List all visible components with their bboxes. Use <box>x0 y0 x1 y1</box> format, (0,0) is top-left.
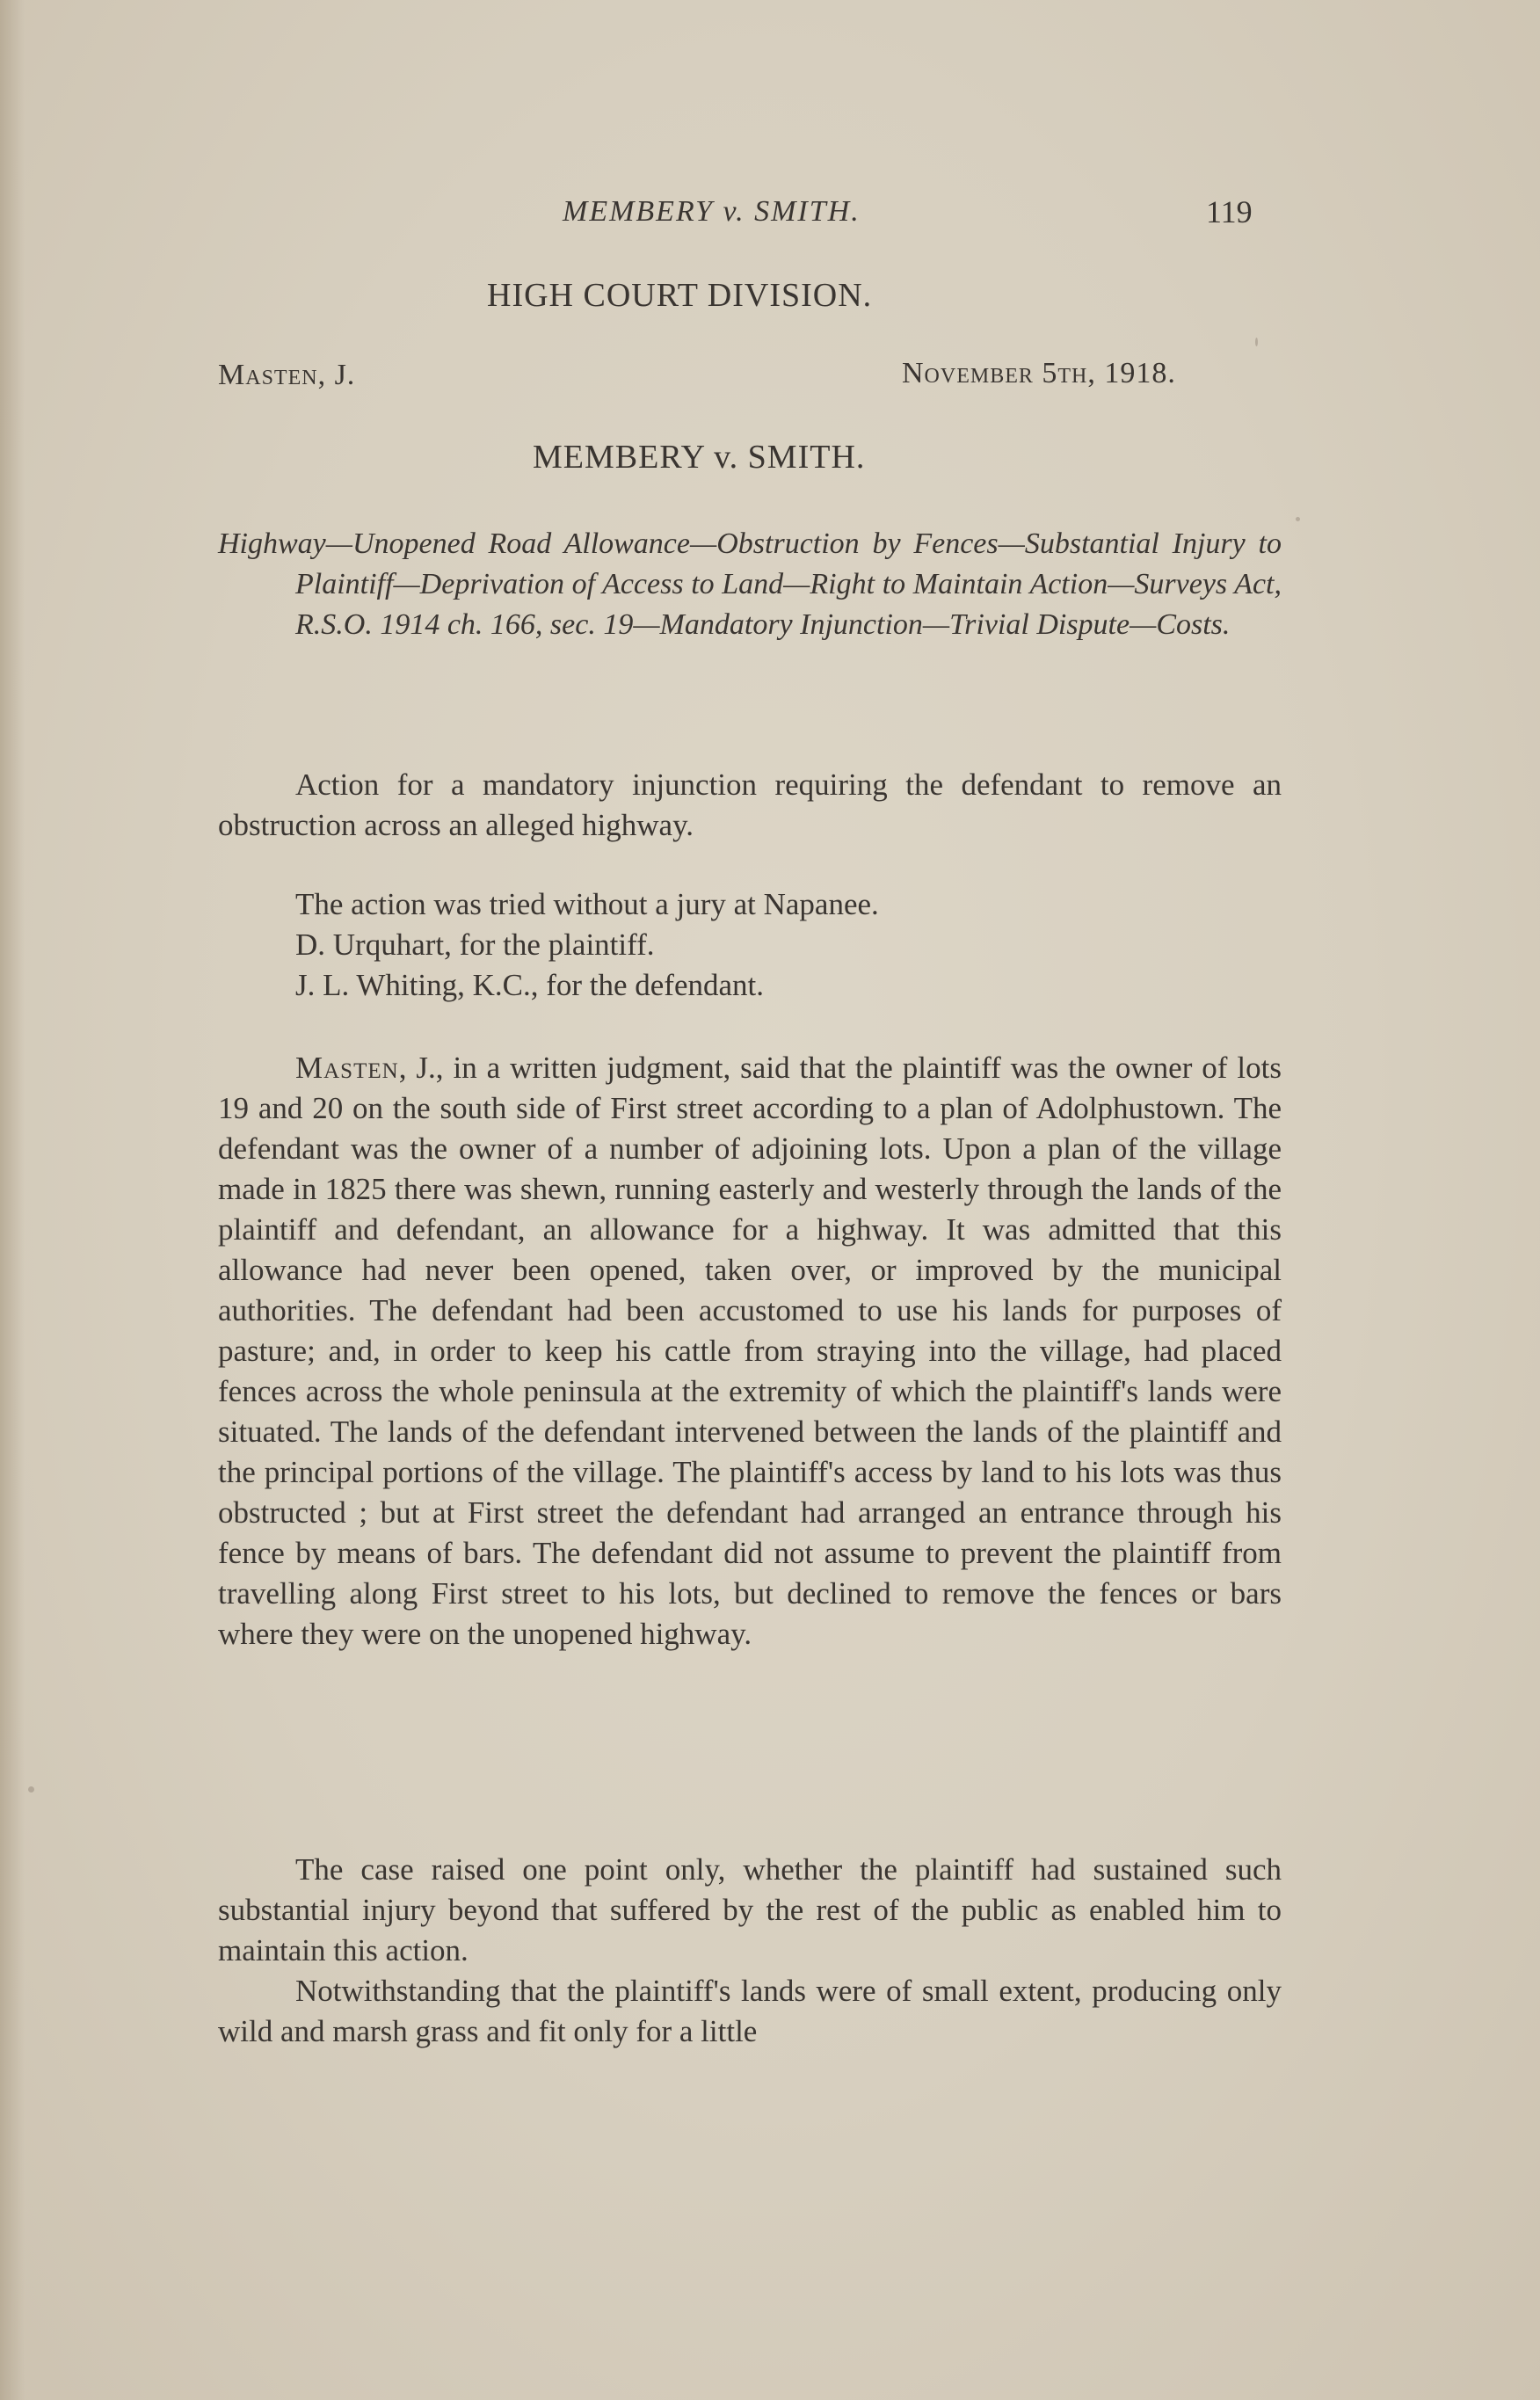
judgment-paragraph-2: The case raised one point only, whether the plaintiff had sustained such substantial injury beyond that suffered by the rest of the public as enabled him to maintain this action. <box>218 1852 1282 1967</box>
case-title: MEMBERY v. SMITH. <box>533 439 866 476</box>
decision-date: November 5th, 1918. <box>902 357 1176 389</box>
paper-speck <box>1296 517 1300 521</box>
defendant-counsel-line: J. L. Whiting, K.C., for the defendant. <box>295 968 764 1002</box>
paper-speck <box>28 1786 34 1793</box>
judge-name: Masten, J. <box>218 359 356 391</box>
intro-paragraph: Action for a mandatory injunction requiring the defendant to remove an obstruction across an alleged highway. <box>218 767 1282 842</box>
headnote: Highway—Unopened Road Allowance—Obstruction by Fences—Substantial Injury to Plaintiff—Deprivation of Access to Land—Right to Maintain Action—Surveys Act, R.S.O. 1914 ch. 166, sec. 19—Mandatory Injunction—Trivial Dispute—Costs. <box>218 527 1282 641</box>
judgment-paragraph-1 <box>218 1048 1282 1655</box>
court-division-heading: HIGH COURT DIVISION. <box>487 277 873 314</box>
judgment-judge-name: Masten <box>295 1051 399 1085</box>
judgment-paragraph-3: Notwithstanding that the plaintiff's lands were of small extent, producing only wild and marsh grass and fit only for a little <box>218 1974 1282 2048</box>
running-head: MEMBERY v. SMITH. <box>563 195 861 228</box>
trial-venue-line: The action was tried without a jury at Napanee. <box>295 887 879 921</box>
page-edge-shadow <box>0 0 25 2400</box>
judgment-opening-text: , J., in a written judgment, said that the plaintiff was the owner of lots 19 and 20 on the south side of First street according to a plan of Adolphustown. The defendant was the owner of a number of adjoining lots. Upon a plan of the village made in 1825 there was shewn, running easterly and westerly through the lands of the plaintiff and defendant, an allowance for a highway. It was admitted that this allowance had never been opened, taken over, or improved by the municipal authorities. The defendant had been accustomed to use his lands for purposes of pasture; and, in order to keep his cattle from straying into the village, had placed fences across the whole peninsula at the extremity of which the plaintiff's lands were situated. The lands of the defendant intervened between the lands of the plaintiff and the principal portions of the village. The plaintiff's access by land to his lots was thus obstructed ; but at First street the defendant had arranged an entrance through his fence by means of bars. The defendant did not assume to prevent the plaintiff from travelling along First street to his lots, but declined to remove the fences or bars where they were on the unopened highway. <box>218 1051 1282 1651</box>
page-number: 119 <box>1206 194 1253 229</box>
plaintiff-counsel-line: D. Urquhart, for the plaintiff. <box>295 927 655 962</box>
paper-speck <box>1255 338 1258 346</box>
